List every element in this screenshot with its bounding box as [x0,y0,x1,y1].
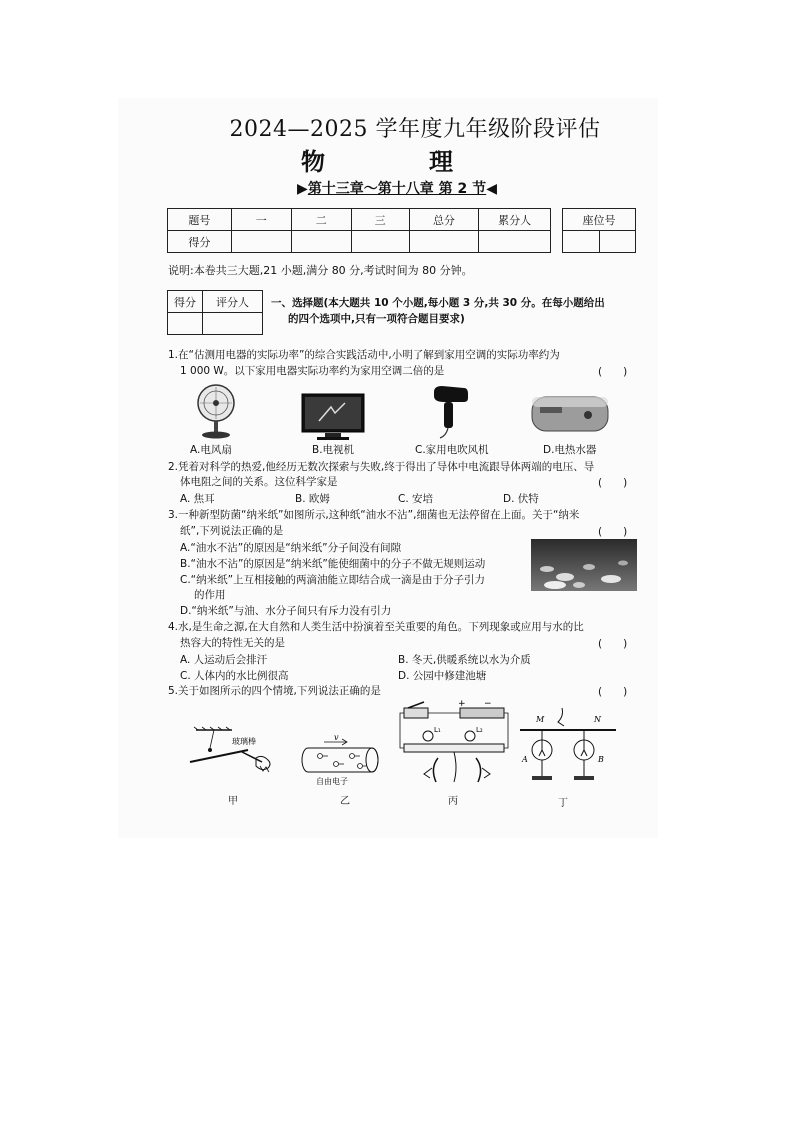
score-entry-cell[interactable] [479,231,551,253]
q1-text-line2: 1 000 W。以下家用电器实际功率约为家用空调二倍的是 [180,365,445,377]
table-cell: 累分人 [479,209,551,231]
section1-heading-line1: 一、选择题(本大题共 10 个小题,每小题 3 分,共 30 分。在每小题给出 [271,297,605,309]
table-cell: 题号 [168,209,232,231]
chapter-range [0,178,794,198]
q4-text-line2: 热容大的特性无关的是 [180,637,285,649]
seat-number-table [562,208,636,253]
q2-text-line1: 2.凭着对科学的热爱,他经历无数次探索与失败,终于得出了导体中电流跟导体两端的电压、导 [168,461,595,473]
q4-option-d: D. 公园中修建池塘 [398,670,487,682]
score-table-header-row [168,209,551,231]
table-cell: 二 [291,209,351,231]
lamp-l1-label: L₁ [434,726,441,734]
grader-name-label: 评分人 [203,291,263,313]
q2-option-c: C. 安培 [398,493,434,505]
grader-score-cell[interactable] [168,313,203,335]
q4-option-a: A. 人运动后会排汗 [180,654,268,666]
table-cell: 得分 [168,231,232,253]
q4-text-line1: 4.水,是生命之源,在大自然和人类生活中扮演着至关重要的角色。下列现象或应用与水的比 [168,621,584,633]
nano-paper-droplets-image [531,539,637,591]
electric-fan-image [194,384,240,440]
seat-number-label: 座位号 [563,209,636,231]
hair-dryer-image [430,384,470,440]
figure-caption-ding: 丁 [558,798,568,809]
answer-bracket[interactable]: ( ) [598,477,628,489]
grader-name-cell[interactable] [203,313,263,335]
television-image [301,393,367,441]
q3-text-line1: 3.一种新型防菌“纳米纸”如图所示,这种纸“油水不沾”,细菌也无法停留在上面。关于“纳米 [168,509,580,521]
figure-caption-jia: 甲 [228,796,238,807]
figure-ding-electroscopes [516,706,620,794]
q1-text-line1: 1.在“估测用电器的实际功率”的综合实践活动中,小明了解到家用空调的实际功率约为 [168,349,560,361]
figure-jia-charged-rod [188,728,284,792]
q2-text-line2: 体电阻之间的关系。这位科学家是 [180,476,338,488]
seat-number-cell[interactable] [599,231,636,253]
answer-bracket[interactable]: ( ) [598,686,628,698]
score-entry-cell[interactable] [351,231,409,253]
right-pointer-icon: ◀ [486,181,497,197]
q3-option-c: C.“纳米纸”上互相接触的两滴油能立即结合成一滴是由于分子引力 [180,574,486,586]
q2-option-b: B. 欧姆 [295,493,330,505]
table-cell: 三 [351,209,409,231]
subject-title: 物 理 [301,147,493,176]
answer-bracket[interactable]: ( ) [598,638,628,650]
grader-score-label: 得分 [168,291,203,313]
q4-option-c: C. 人体内的水比例很高 [180,670,289,682]
seat-number-cell[interactable] [563,231,600,253]
q3-option-d: D.“纳米纸”与油、水分子间只有斥力没有引力 [180,605,392,617]
figure-caption-bing: 丙 [448,796,458,807]
point-m-label: M [536,715,545,724]
q2-option-d: D. 伏特 [503,493,539,505]
free-electron-label: 自由电子 [316,777,348,786]
table-cell: 总分 [409,209,479,231]
score-entry-cell[interactable] [291,231,351,253]
electroscope-a-label: A [522,755,528,764]
q4-option-b: B. 冬天,供暖系统以水为介质 [398,654,531,666]
velocity-label: v [334,733,339,742]
minus-terminal-label: − [484,699,492,709]
figure-caption-yi: 乙 [340,796,350,807]
grader-box [167,290,263,335]
score-entry-cell[interactable] [231,231,291,253]
q2-option-a: A. 焦耳 [180,493,215,505]
figure-yi-free-electrons [302,733,384,786]
exam-title: 2024—2025 学年度九年级阶段评估 [229,117,601,142]
glass-rod-label: 玻璃棒 [232,737,256,746]
score-table [167,208,551,253]
q1-option-c: C.家用电吹风机 [415,444,489,456]
score-entry-cell[interactable] [409,231,479,253]
q1-option-a: A.电风扇 [190,444,232,456]
electroscope-b-label: B [598,755,604,764]
water-heater-image [530,395,610,435]
q3-option-a: A.“油水不沾”的原因是“纳米纸”分子间没有间隙 [180,542,402,554]
q1-option-b: B.电视机 [312,444,355,456]
q5-text: 5.关于如图所示的四个情境,下列说法正确的是 [168,685,381,697]
figure-bing-circuit [398,698,510,794]
q3-option-c-continued: 的作用 [194,589,226,601]
chapter-text: 第十三章～第十八章 第 2 节 [307,181,487,197]
answer-bracket[interactable]: ( ) [598,526,628,538]
plus-terminal-label: + [458,699,466,709]
score-table-score-row [168,231,551,253]
left-pointer-icon: ▶ [297,181,308,197]
exam-instructions: 说明:本卷共三大题,21 小题,满分 80 分,考试时间为 80 分钟。 [168,264,473,277]
q3-text-line2: 纸”,下列说法正确的是 [180,525,284,537]
q3-option-b: B.“油水不沾”的原因是“纳米纸”能使细菌中的分子不做无规则运动 [180,558,486,570]
lamp-l2-label: L₂ [476,726,483,734]
table-cell: 一 [231,209,291,231]
section1-heading-line2: 的四个选项中,只有一项符合题目要求) [288,313,465,325]
point-n-label: N [594,715,601,724]
answer-bracket[interactable]: ( ) [598,366,628,378]
q1-option-d: D.电热水器 [543,444,597,456]
